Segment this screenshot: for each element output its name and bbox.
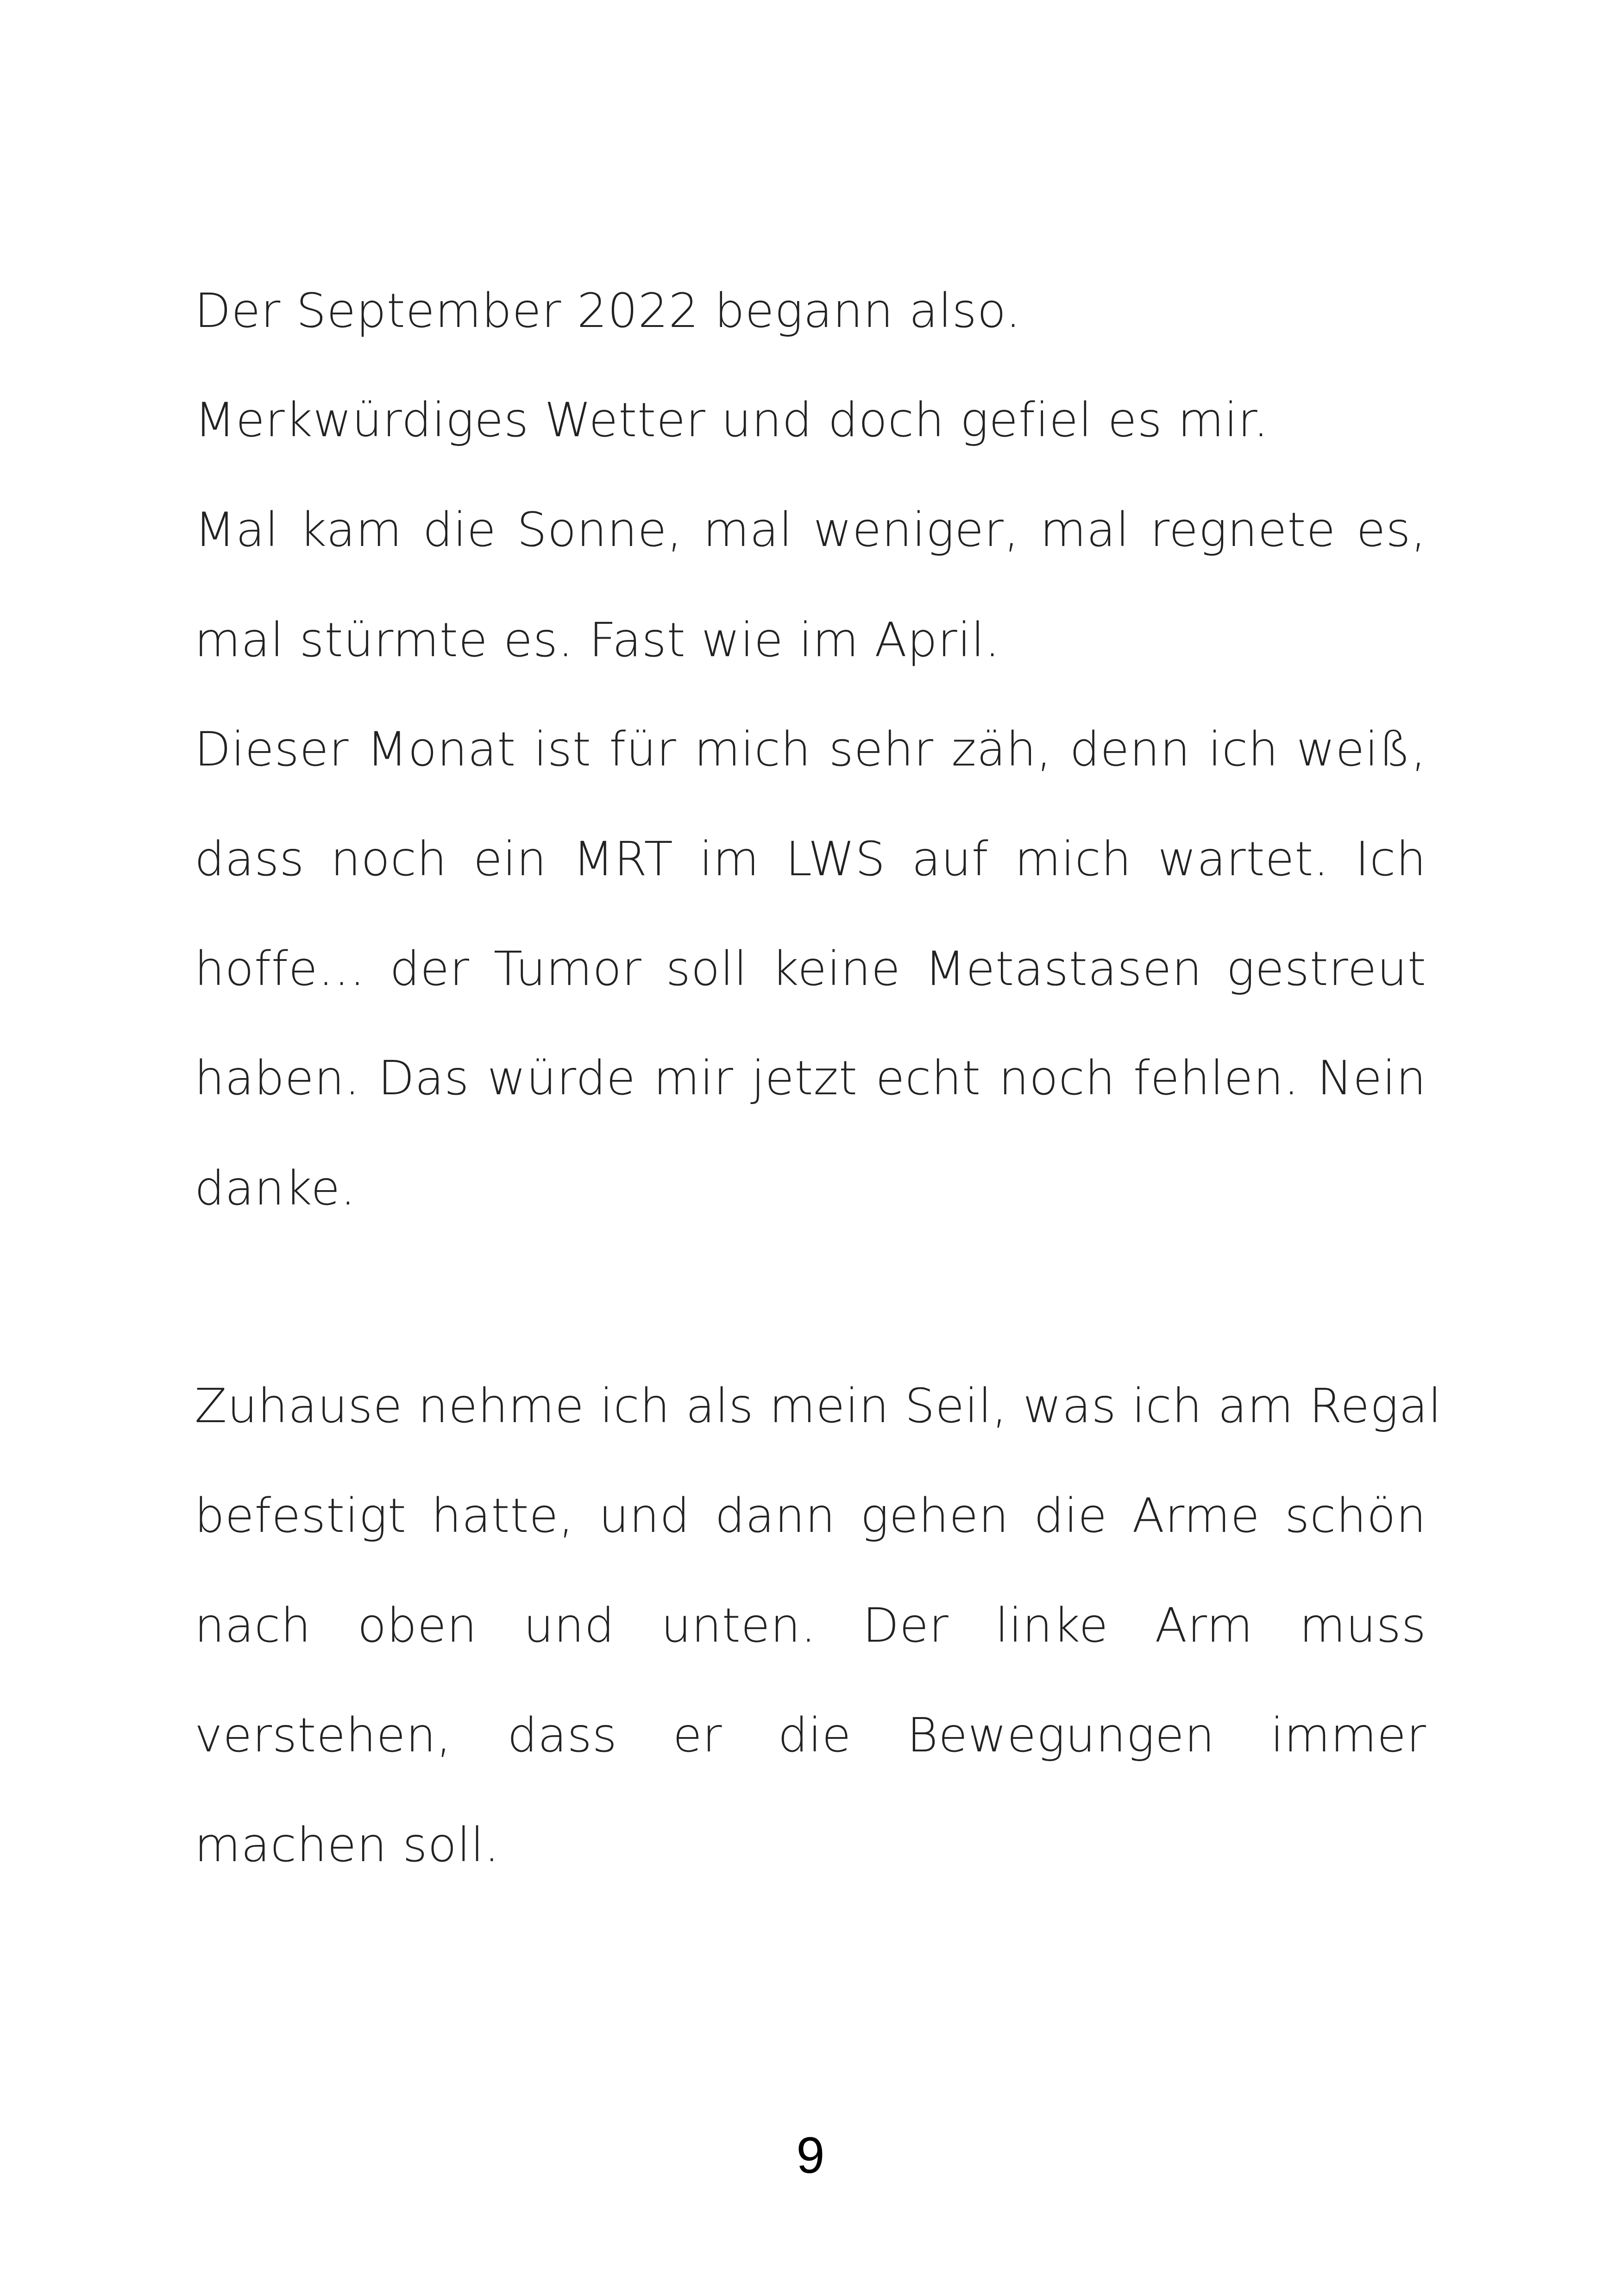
text-line: Dieser Monat ist für mich sehr zäh, denn ich weiß,: [195, 722, 1426, 777]
text-line: Der September 2022 begann also.: [195, 283, 1021, 339]
text-line: Zuhause nehme ich als mein Seil, was ich am Regal: [195, 1379, 1442, 1434]
page-number: 9: [796, 2127, 825, 2184]
text-line: mal stürmte es. Fast wie im April.: [195, 613, 1000, 668]
text-line: verstehen, dass er die Bewegungen immer: [195, 1708, 1426, 1763]
text-line: dass noch ein MRT im LWS auf mich wartet. Ich: [195, 832, 1426, 887]
text-line: nach oben und unten. Der linke Arm muss: [195, 1598, 1426, 1653]
text-line: Merkwürdiges Wetter und doch gefiel es mir.: [195, 393, 1269, 448]
text-line: haben. Das würde mir jetzt echt noch fehlen. Nein: [195, 1051, 1426, 1106]
text-line: hoffe… der Tumor soll keine Metastasen gestreut: [195, 941, 1426, 997]
text-line: Mal kam die Sonne, mal weniger, mal regnete es,: [195, 502, 1426, 558]
text-line: machen soll.: [195, 1818, 500, 1873]
text-line: danke.: [195, 1161, 356, 1216]
text-line: befestigt hatte, und dann gehen die Arme schön: [195, 1488, 1426, 1543]
